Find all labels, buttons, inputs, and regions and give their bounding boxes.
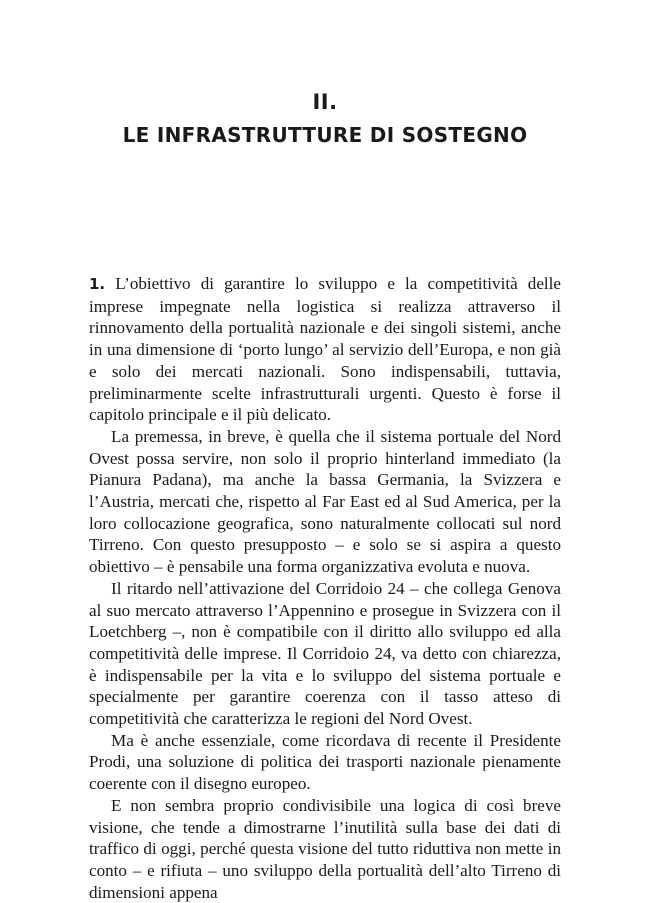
paragraph-text: L’obiettivo di garantire lo sviluppo e la competitività delle imprese impegnate nella logistica si realizza attraverso il rinnovamento della portualità nazionale e dei singoli sistemi, anche in una dimensione di ‘porto lungo’ al servizio dell’Europa, e non già e solo dei mercati nazionali. Sono indispensabili, tuttavia, preliminarmente scelte infrastrutturali urgenti. Questo è forse il capitolo principale e il più delicato. (89, 274, 561, 425)
chapter-number: II. (312, 90, 338, 114)
paragraph-1 (89, 273, 561, 426)
paragraph-4: Ma è anche essenziale, come ricordava di recente il Presidente Prodi, una soluzione di politica dei trasporti nazionale pienamente coerente con il disegno europeo. (89, 730, 561, 794)
paragraph-2: La premessa, in breve, è quella che il sistema portuale del Nord Ovest possa servire, non solo il proprio hinterland immediato (la Pianura Padana), ma anche la bassa Germania, la Svizzera e l’Austria, mercati che, rispetto al Far East ed al Sud America, per la loro collocazione geografica, sono naturalmente collocati sul nord Tirreno. Con questo presupposto – e solo se si aspira a questo obiettivo – è pensabile una forma organizzativa evoluta e nuova. (89, 426, 561, 577)
paragraph-3: Il ritardo nell’attivazione del Corridoio 24 – che collega Genova al suo mercato attraverso l’Appennino e prosegue in Svizzera con il Loetchberg –, non è compatibile con il diritto allo sviluppo ed alla competitività delle imprese. Il Corridoio 24, va detto con chiarezza, è indispensabile per la vita e lo sviluppo del sistema portuale e specialmente per garantire coerenza con il tasso atteso di competitività che caratterizza le regioni del Nord Ovest. (89, 578, 561, 729)
chapter-title: LE INFRASTRUTTURE DI SOSTEGNO (122, 123, 528, 147)
section-number: 1. (89, 275, 106, 293)
paragraph-5: E non sembra proprio condivisibile una logica di così breve visione, che tende a dimostrarne l’inutilità sulla base dei dati di traffico di oggi, perché questa visione del tutto riduttiva non mette in conto – e rifiuta – uno sviluppo della portualità dell’alto Tirreno di dimensioni appena (89, 795, 561, 902)
chapter-body (89, 273, 561, 903)
